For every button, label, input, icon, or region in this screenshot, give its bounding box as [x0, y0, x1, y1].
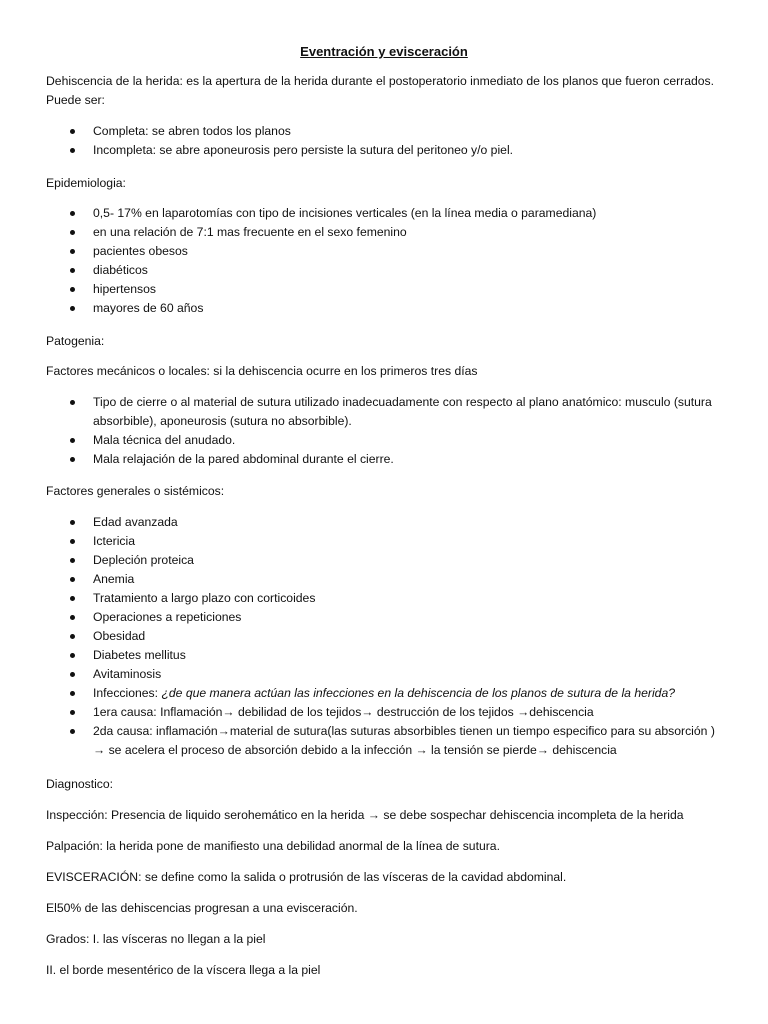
- evisceration-progression: El50% de las dehiscencias progresan a una evisceración.: [46, 901, 358, 915]
- bullet-icon: [70, 596, 75, 601]
- bullet-icon: [70, 653, 75, 658]
- bullet-icon: [70, 577, 75, 582]
- bullet-icon: [70, 230, 75, 235]
- list-item: Ictericia: [46, 532, 726, 551]
- list-item: Tratamiento a largo plazo con corticoides: [46, 589, 726, 608]
- bullet-icon: [70, 211, 75, 216]
- palpation-paragraph: Palpación: la herida pone de manifiesto una debilidad anormal de la línea de sutura.: [46, 839, 500, 853]
- list-item: Tipo de cierre o al material de sutura utilizado inadecuadamente con respecto al plano anatómico: musculo (sutura absorbible), aponeurosis (sutura no absorbible).: [46, 393, 726, 431]
- bullet-icon: [70, 268, 75, 273]
- list-item: en una relación de 7:1 mas frecuente en el sexo femenino: [46, 223, 726, 242]
- list-item: 0,5- 17% en laparotomías con tipo de incisiones verticales (en la línea media o paramediana): [46, 204, 726, 223]
- bullet-icon: [70, 287, 75, 292]
- bullet-icon: [70, 558, 75, 563]
- dehiscence-types-list: [46, 122, 726, 160]
- list-item: 1era causa: Inflamación→ debilidad de los tejidos→ destrucción de los tejidos →dehiscencia: [46, 703, 726, 722]
- infection-label: Infecciones:: [93, 686, 162, 700]
- list-item: Anemia: [46, 570, 726, 589]
- bullet-icon: [70, 438, 75, 443]
- epidemiology-list: [46, 204, 726, 318]
- list-item: Incompleta: se abre aponeurosis pero persiste la sutura del peritoneo y/o piel.: [46, 141, 726, 160]
- infection-question: ¿de que manera actúan las infecciones en la dehiscencia de los planos de sutura de la herida?: [161, 686, 676, 700]
- inspection-paragraph: Inspección: Presencia de liquido serohemático en la herida → se debe sospechar dehiscencia incompleta de la herida: [46, 808, 684, 822]
- bullet-icon: [70, 400, 75, 405]
- list-item: Operaciones a repeticiones: [46, 608, 726, 627]
- list-item: Depleción proteica: [46, 551, 726, 570]
- list-item: 2da causa: inflamación→material de sutura(las suturas absorbibles tienen un tiempo especifico para su absorción ) → se acelera el proceso de absorción debido a la infección → la tensión se pierde→ dehiscencia: [46, 722, 726, 760]
- bullet-icon: [70, 691, 75, 696]
- bullet-icon: [70, 129, 75, 134]
- local-factors-heading: Factores mecánicos o locales: si la dehiscencia ocurre en los primeros tres días: [46, 364, 478, 378]
- diagnosis-heading: Diagnostico:: [46, 777, 114, 791]
- bullet-icon: [70, 634, 75, 639]
- general-factors-list: [46, 513, 726, 760]
- bullet-icon: [70, 148, 75, 153]
- list-item: Completa: se abren todos los planos: [46, 122, 726, 141]
- list-item: Mala técnica del anudado.: [46, 431, 726, 450]
- list-item: mayores de 60 años: [46, 299, 726, 318]
- grade-two: II. el borde mesentérico de la víscera llega a la piel: [46, 963, 321, 977]
- list-item: Obesidad: [46, 627, 726, 646]
- bullet-icon: [70, 249, 75, 254]
- bullet-icon: [70, 615, 75, 620]
- bullet-icon: [70, 729, 75, 734]
- bullet-icon: [70, 457, 75, 462]
- bullet-icon: [70, 710, 75, 715]
- bullet-icon: [70, 306, 75, 311]
- list-item: Mala relajación de la pared abdominal durante el cierre.: [46, 450, 726, 469]
- epidemiology-heading: Epidemiologia:: [46, 176, 126, 190]
- general-factors-heading: Factores generales o sistémicos:: [46, 484, 225, 498]
- grade-one: Grados: I. las vísceras no llegan a la piel: [46, 932, 266, 946]
- list-item: hipertensos: [46, 280, 726, 299]
- list-item: Diabetes mellitus: [46, 646, 726, 665]
- intro-paragraph: Dehiscencia de la herida: es la apertura de la herida durante el postoperatorio inmediato de los planos que fueron cerrados. Puede ser:: [46, 74, 715, 107]
- document-title: Eventración y evisceración: [300, 44, 468, 59]
- evisceration-definition: EVISCERACIÓN: se define como la salida o protrusión de las vísceras de la cavidad abdominal.: [46, 870, 567, 884]
- infection-list-item: [46, 684, 726, 703]
- pathogenesis-heading: Patogenia:: [46, 334, 105, 348]
- bullet-icon: [70, 520, 75, 525]
- list-item: Avitaminosis: [46, 665, 726, 684]
- list-item: Edad avanzada: [46, 513, 726, 532]
- list-item: diabéticos: [46, 261, 726, 280]
- list-item: pacientes obesos: [46, 242, 726, 261]
- local-factors-list: [46, 393, 726, 469]
- bullet-icon: [70, 672, 75, 677]
- bullet-icon: [70, 539, 75, 544]
